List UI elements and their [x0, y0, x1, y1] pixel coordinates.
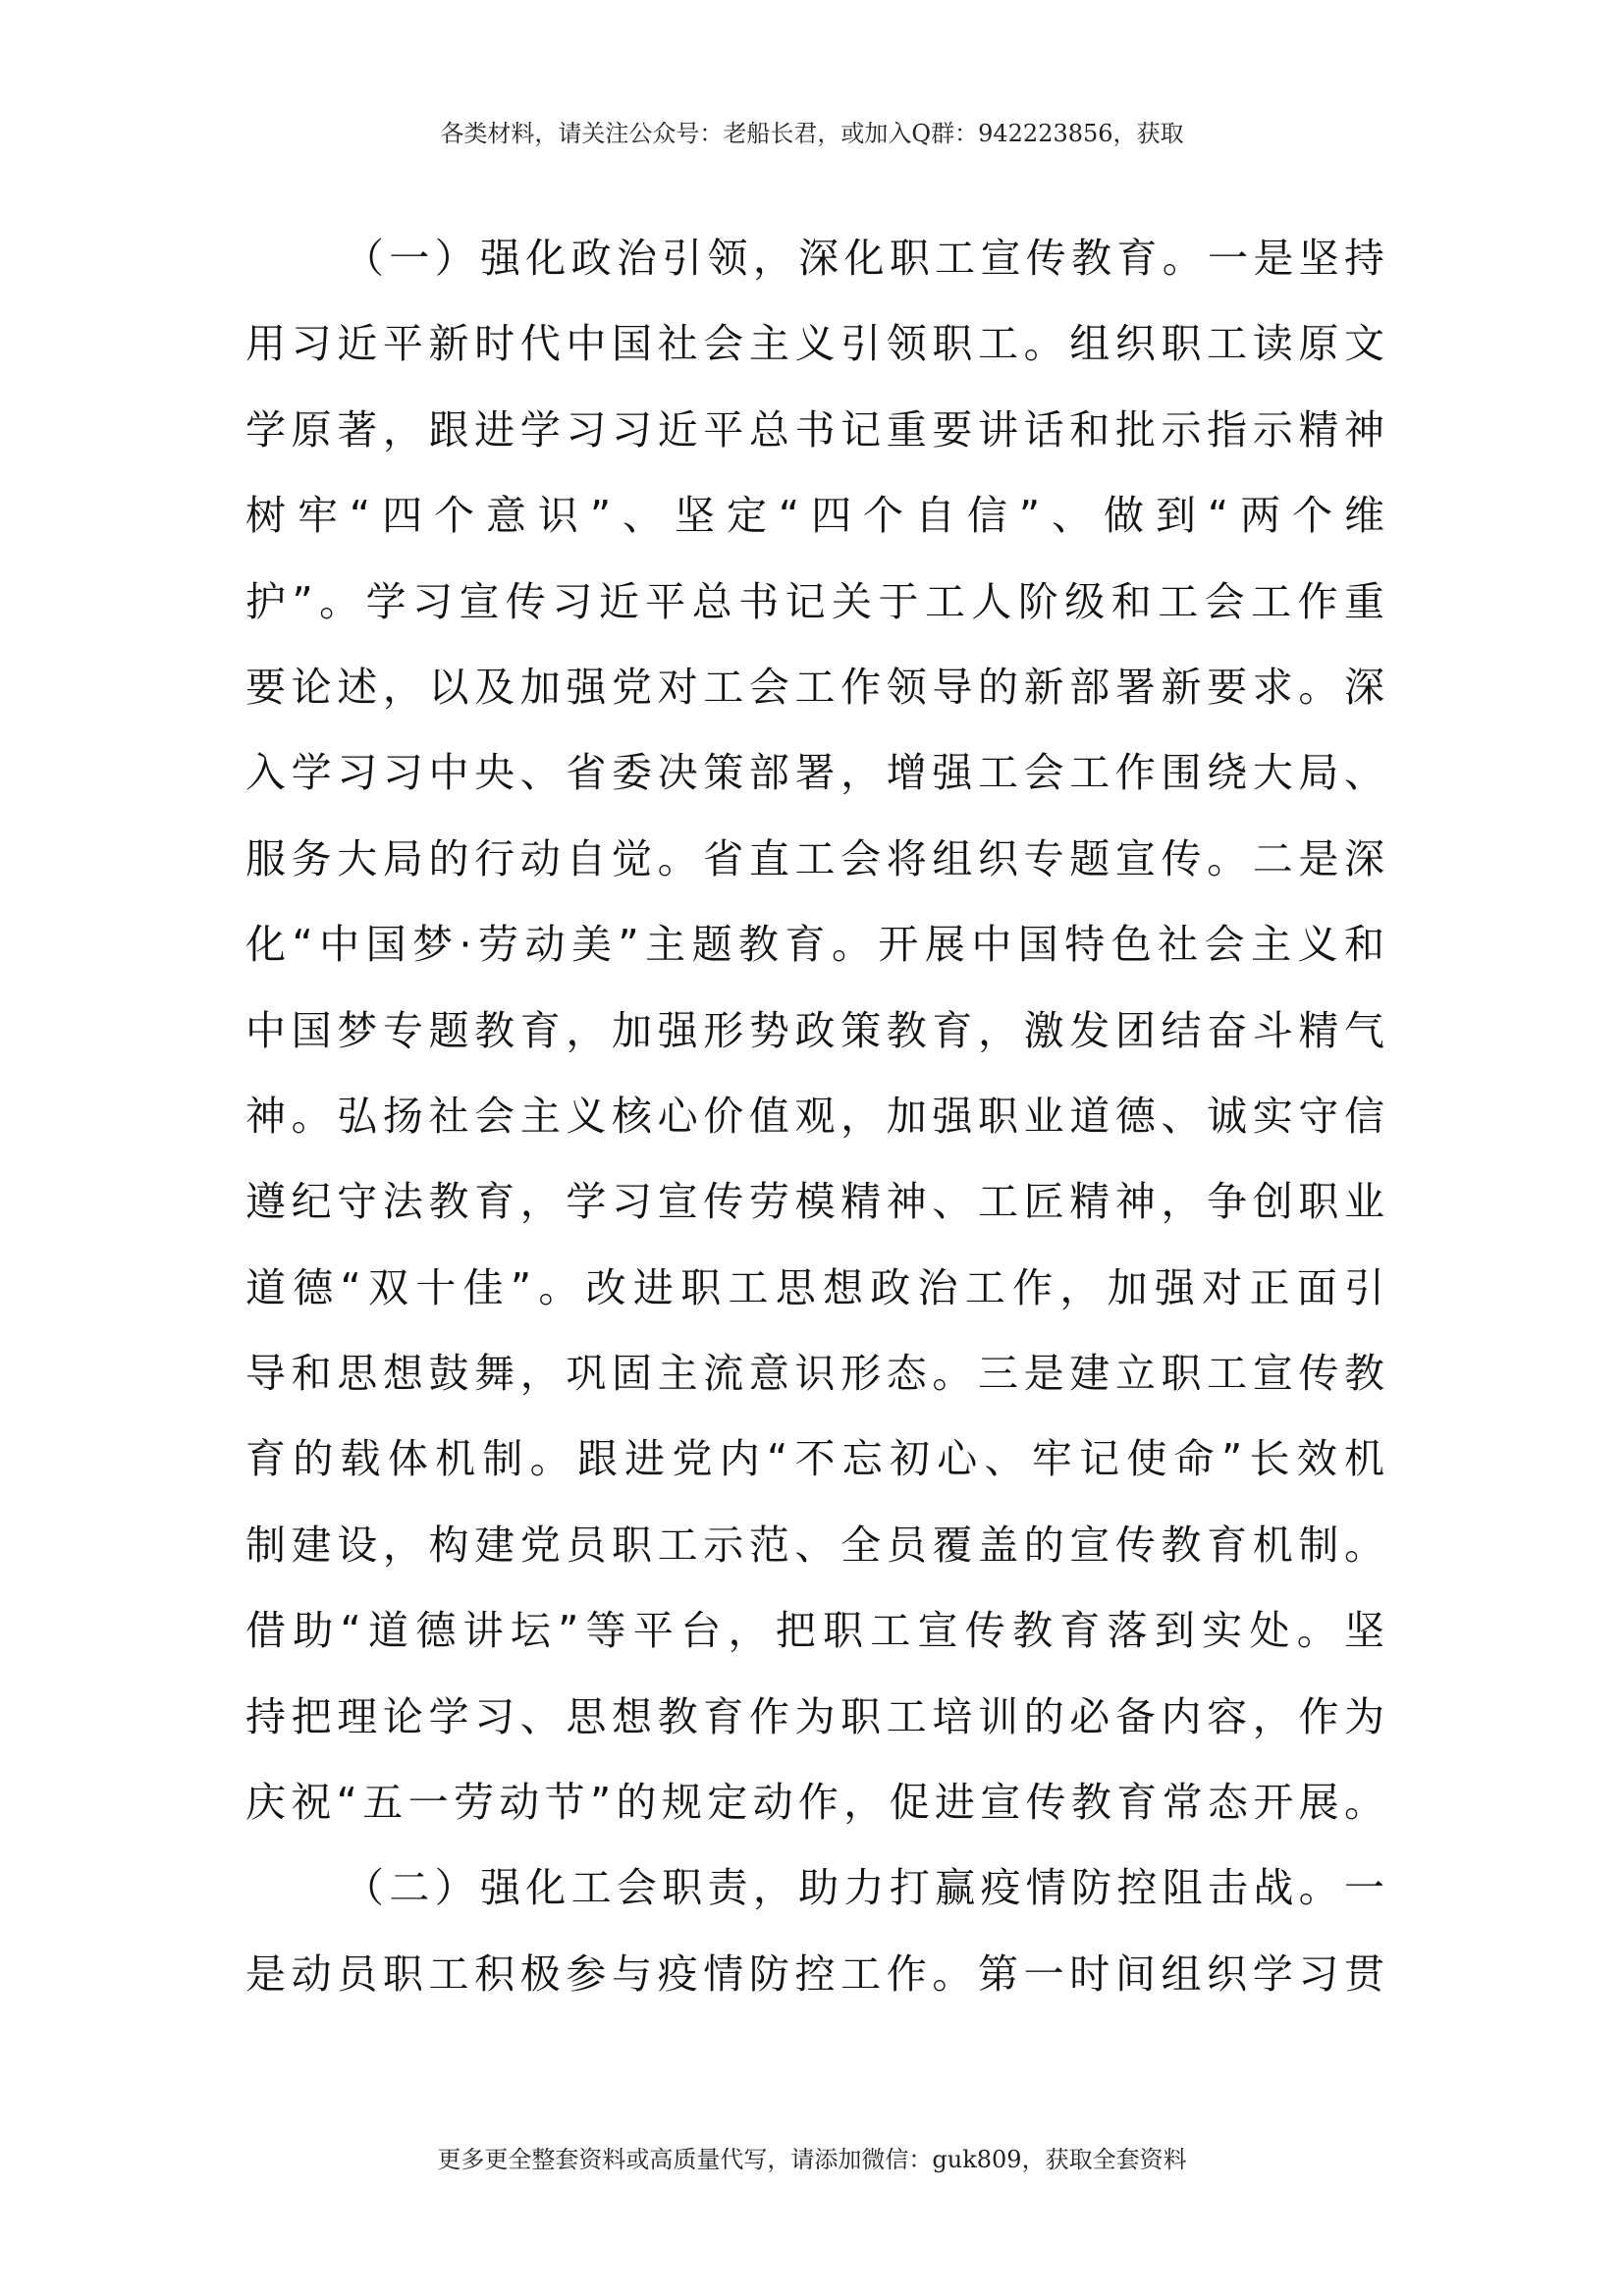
- footer-note: 更多更全整套资料或高质量代写，请添加微信：guk809，获取全套资料: [437, 2146, 1187, 2173]
- paragraph-1-line-19: 庆祝“五一劳动节”的规定动作，促进宣传教育常态开展。: [245, 1779, 1384, 1827]
- paragraph-1-line-18: 持把理论学习、思想教育作为职工培训的必备内容，作为: [245, 1692, 1384, 1740]
- paragraph-1-line-8: 服务大局的行动自觉。省直工会将组织专题宣传。二是深: [245, 834, 1384, 882]
- paragraph-1-line-2: 用习近平新时代中国社会主义引领职工。组织职工读原文: [245, 320, 1384, 368]
- body-text: [245, 216, 1384, 2017]
- paragraph-1-line-15: 育的载体机制。跟进党内“不忘初心、牢记使命”长效机: [245, 1435, 1384, 1483]
- paragraph-1-line-14: 导和思想鼓舞，巩固主流意识形态。三是建立职工宣传教: [245, 1350, 1384, 1398]
- paragraph-1-line-16: 制建设，构建党员职工示范、全员覆盖的宣传教育机制。: [245, 1521, 1384, 1569]
- header-note: 各类材料，请关注公众号：老船长君，或加入Q群：942223856，获取: [440, 120, 1184, 147]
- paragraph-1-line-7: 入学习习中央、省委决策部署，增强工会工作围绕大局、: [245, 749, 1384, 797]
- paragraph-1-line-17: 借助“道德讲坛”等平台，把职工宣传教育落到实处。坚: [245, 1607, 1384, 1655]
- paragraph-1-line-1: （一）强化政治引领，深化职工宣传教育。一是坚持: [344, 235, 1384, 282]
- paragraph-1-line-5: 护”。学习宣传习近平总书记关于工人阶级和工会工作重: [245, 577, 1384, 625]
- paragraph-1-line-3: 学原著，跟进学习习近平总书记重要讲话和批示指示精神: [245, 405, 1384, 454]
- paragraph-2-line-2: 是动员职工积极参与疫情防控工作。第一时间组织学习贯: [245, 1949, 1384, 1998]
- paragraph-1-line-11: 神。弘扬社会主义核心价值观，加强职业道德、诚实守信: [245, 1092, 1384, 1140]
- paragraph-1-line-6: 要论述，以及加强党对工会工作领导的新部署新要求。深: [245, 663, 1384, 711]
- paragraph-1-line-4: 树牢“四个意识”、坚定“四个自信”、做到“两个维: [245, 492, 1384, 540]
- paragraph-1-line-9: 化“中国梦·劳动美”主题教育。开展中国特色社会主义和: [245, 921, 1384, 969]
- paragraph-1-line-10: 中国梦专题教育，加强形势政策教育，激发团结奋斗精气: [245, 1006, 1384, 1054]
- paragraph-1-line-13: 道德“双十佳”。改进职工思想政治工作，加强对正面引: [245, 1263, 1384, 1311]
- paragraph-1-line-12: 遵纪守法教育，学习宣传劳模精神、工匠精神，争创职业: [245, 1178, 1384, 1226]
- paragraph-2-line-1: （二）强化工会职责，助力打赢疫情防控阻击战。一: [344, 1864, 1384, 1912]
